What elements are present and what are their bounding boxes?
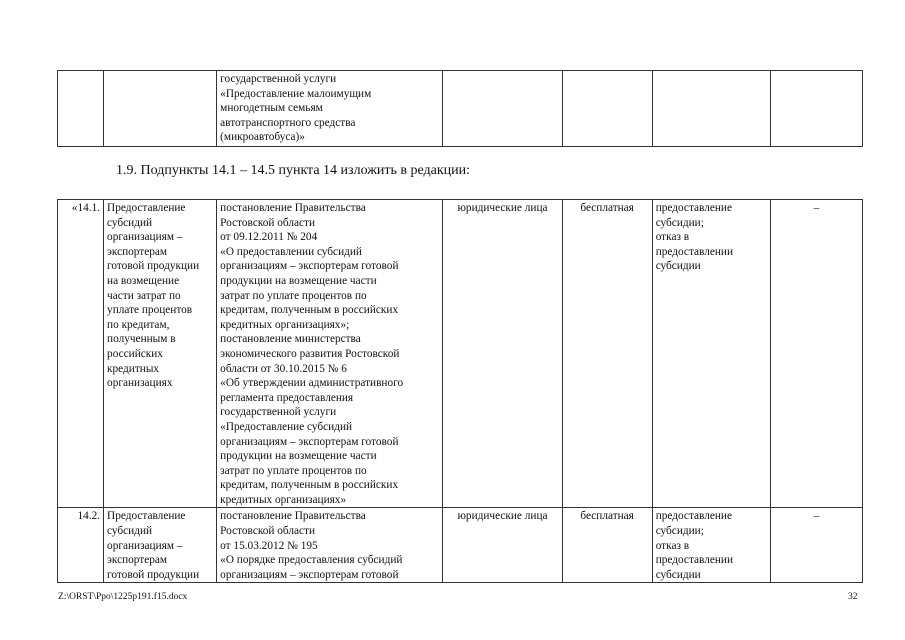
text-line: организациям – экспортерам готовой xyxy=(220,435,399,448)
cell-recipients xyxy=(443,71,562,147)
table-row xyxy=(58,508,863,583)
text-line: части затрат по xyxy=(107,289,181,302)
text-line: кредитных xyxy=(107,362,160,375)
text-line: организациям – экспортерам готовой xyxy=(220,568,399,581)
cell-payment: бесплатная xyxy=(562,200,652,508)
cell-basis xyxy=(217,200,443,508)
text-line: субсидии xyxy=(655,568,701,581)
text-line: предоставление xyxy=(655,202,732,214)
text-line: многодетным семьям xyxy=(220,102,323,115)
services-table xyxy=(57,199,863,583)
text-line: организациям – xyxy=(107,231,183,244)
text-line: «О предоставлении субсидий xyxy=(220,245,362,258)
text-line: кредитных организациях» xyxy=(220,493,347,506)
page-number: 32 xyxy=(848,592,858,602)
text-line: кредитных организациях»; xyxy=(220,318,350,331)
text-line: субсидии; xyxy=(655,216,704,229)
text-line: экспортерам xyxy=(107,554,168,567)
text-line: на возмещение xyxy=(107,274,180,287)
text-line: субсидий xyxy=(107,525,153,538)
cell-payment: бесплатная xyxy=(562,508,652,583)
table-row xyxy=(58,71,863,147)
text-line: продукции на возмещение части xyxy=(220,450,377,463)
text-line: организациям – экспортерам готовой xyxy=(220,260,399,273)
text-line: от 15.03.2012 № 195 xyxy=(220,539,318,552)
table-row xyxy=(58,200,863,508)
text-line: отказ в xyxy=(655,539,690,552)
text-line: Предоставление xyxy=(107,202,186,214)
cell-name xyxy=(104,200,217,508)
cell-last: – xyxy=(770,508,862,583)
text-line: экспортерам xyxy=(107,245,168,258)
text-line: продукции на возмещение части xyxy=(220,274,377,287)
text-line: (микроавтобуса)» xyxy=(220,131,305,144)
cell-last: – xyxy=(770,200,862,508)
text-line: уплате процентов xyxy=(107,304,193,317)
text-line: постановление Правительства xyxy=(220,202,366,214)
text-line: «О порядке предоставления субсидий xyxy=(220,554,403,567)
text-line: экономического развития Ростовской xyxy=(220,347,400,360)
text-line: по кредитам, xyxy=(107,318,170,331)
text-line: постановление Правительства xyxy=(220,510,366,523)
text-line: государственной услуги xyxy=(220,406,337,419)
text-line: полученным в xyxy=(107,333,176,346)
text-line: постановление министерства xyxy=(220,333,361,346)
footer-file-path: Z:\ORST\Ppo\1225p191.f15.docx xyxy=(58,592,188,602)
cell-num xyxy=(58,71,104,147)
text-line: субсидии; xyxy=(655,525,704,538)
cell-result xyxy=(652,508,770,583)
cell-recipients: юридические лица xyxy=(443,200,562,508)
text-line: организациях xyxy=(107,377,173,390)
text-line: субсидий xyxy=(107,216,153,229)
text-line: автотранспортного средства xyxy=(220,116,356,129)
cell-name xyxy=(104,71,217,147)
text-line: Предоставление xyxy=(107,510,186,523)
text-line: «Предоставление субсидий xyxy=(220,420,353,433)
text-line: кредитам, полученным в российских xyxy=(220,304,399,317)
cell-basis xyxy=(217,508,443,583)
text-line: «Об утверждении административного xyxy=(220,377,404,390)
cell-num: «14.1. xyxy=(58,200,104,508)
cell-result xyxy=(652,200,770,508)
text-line: Ростовской области xyxy=(220,216,316,229)
section-heading: 1.9. Подпункты 14.1 – 14.5 пункта 14 изложить в редакции: xyxy=(116,163,471,178)
text-line: затрат по уплате процентов по xyxy=(220,464,367,477)
cell-payment xyxy=(562,71,652,147)
text-line: организациям – xyxy=(107,539,183,552)
cell-name xyxy=(104,508,217,583)
text-line: российских xyxy=(107,347,163,360)
text-line: предоставлении xyxy=(655,554,734,567)
text-line: кредитам, полученным в российских xyxy=(220,479,399,492)
text-line: области от 30.10.2015 № 6 xyxy=(220,362,347,375)
text-line: затрат по уплате процентов по xyxy=(220,289,367,302)
text-line: субсидии xyxy=(655,260,701,273)
text-line: государственной услуги xyxy=(220,73,337,85)
cell-recipients: юридические лица xyxy=(443,508,562,583)
text-line: отказ в xyxy=(655,231,690,244)
cell-num: 14.2. xyxy=(58,508,104,583)
text-line: готовой продукции xyxy=(107,260,200,273)
cell-result xyxy=(652,71,770,147)
text-line: Ростовской области xyxy=(220,525,316,538)
cell-basis xyxy=(217,71,443,147)
continued-table xyxy=(57,70,863,147)
cell-last xyxy=(770,71,862,147)
text-line: регламента предоставления xyxy=(220,391,354,404)
text-line: от 09.12.2011 № 204 xyxy=(220,231,318,244)
text-line: предоставлении xyxy=(655,245,734,258)
text-line: готовой продукции xyxy=(107,568,200,581)
text-line: предоставление xyxy=(655,510,732,523)
text-line: «Предоставление малоимущим xyxy=(220,87,372,100)
